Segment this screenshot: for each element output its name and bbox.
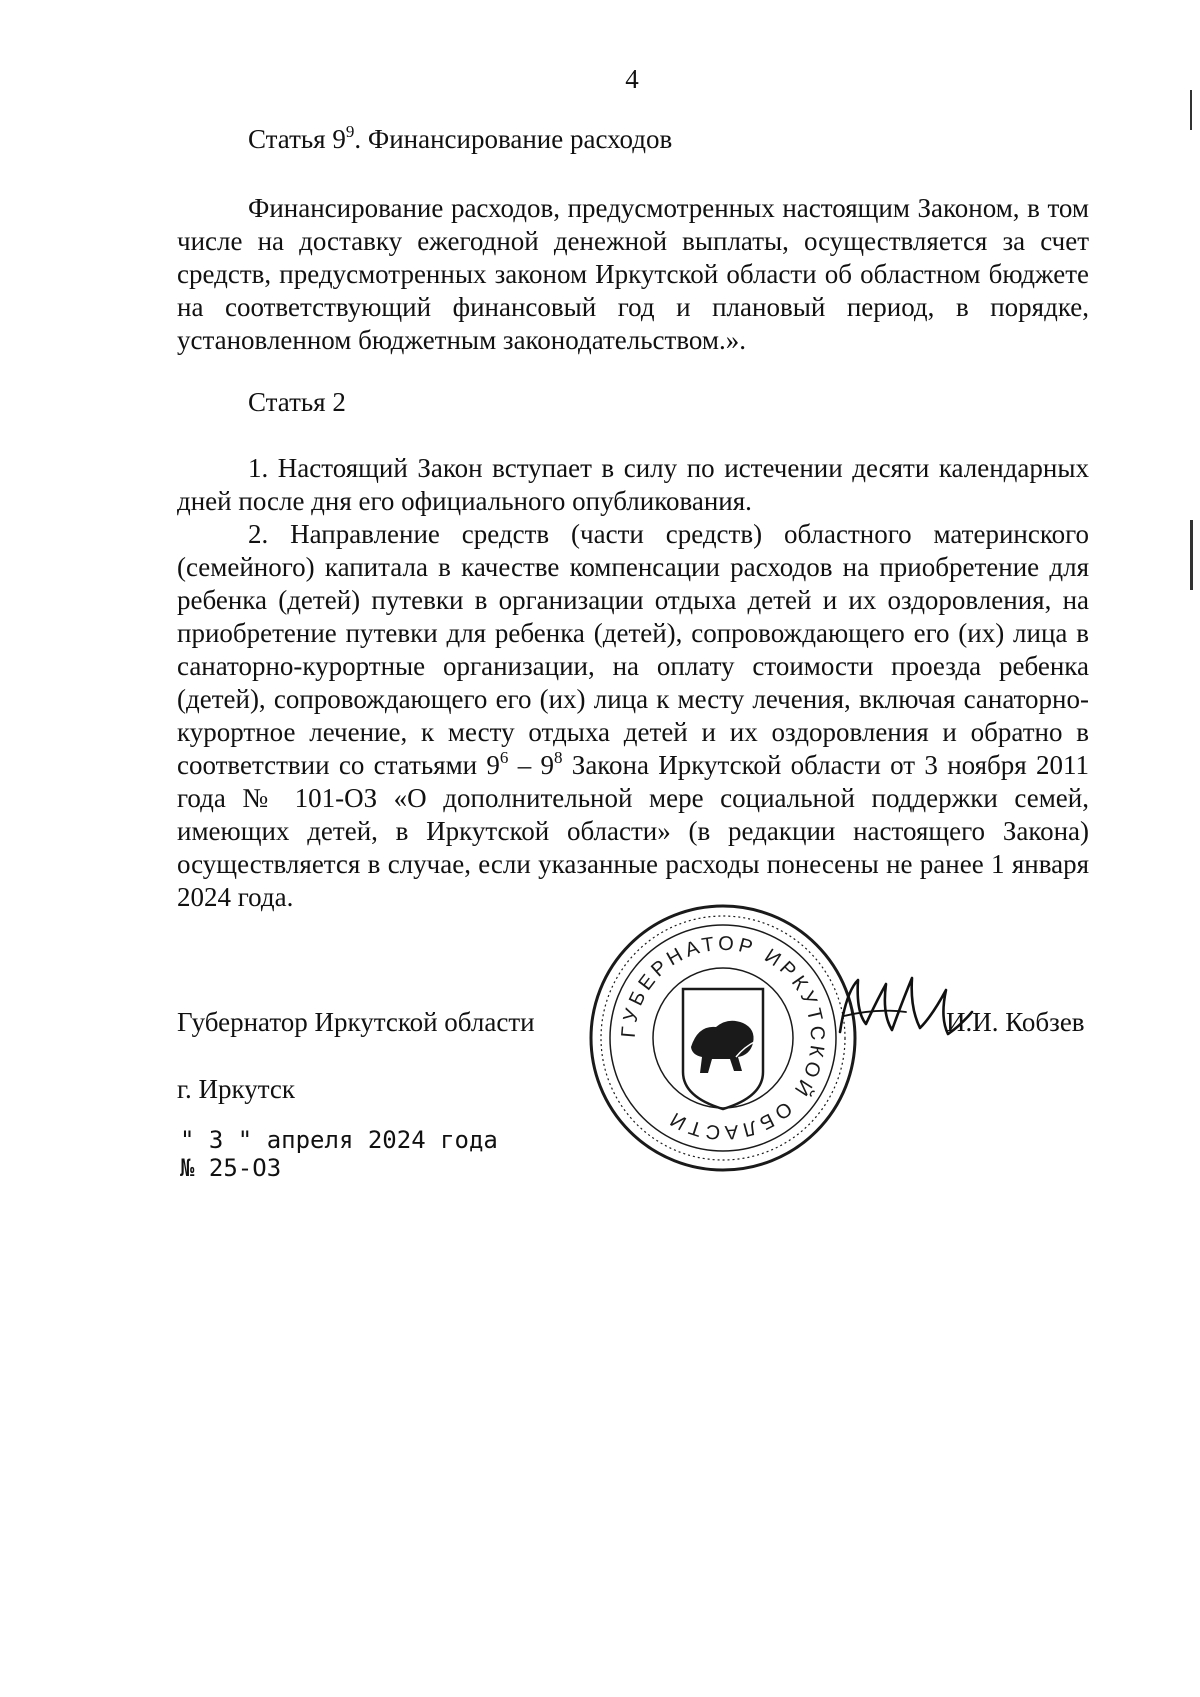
document-date: " 3 " апреля 2024 года: [180, 1126, 498, 1154]
item-2-superscript-2: 8: [554, 748, 563, 767]
official-seal: [588, 897, 858, 1179]
article-2-item-1: 1. Настоящий Закон вступает в силу по истечении десяти календарных дней после дня его официального опубликования.: [177, 453, 1089, 516]
document-number: № 25-ОЗ: [180, 1154, 282, 1182]
article-2-heading: Статья 2: [248, 387, 346, 417]
signer-title: Губернатор Иркутской области: [177, 1007, 535, 1037]
item-2-text-part-1: 2. Направление средств (части средств) областного материнского (семейного) капитала в качестве компенсации расходов на приобретение для ребенка (детей) путевки в организации отдыха детей и их оздоровления, на приобретение путевки для ребенка (детей), сопровождающего его (их) лица в санаторно-курортные организации, на оплату стоимости проезда ребенка (детей), сопровождающего его (их) лица к месту лечения, включая санаторно-курортное лечение, к месту отдыха детей и их оздоровления и обратно в соответствии со статьями 9: [177, 519, 1089, 780]
babr-emblem-icon: [691, 1021, 754, 1073]
heading-superscript: 9: [345, 122, 355, 141]
scan-edge-mark: [1190, 90, 1192, 130]
item-2-text-part-3: Закона Иркутской области от 3 ноября 2011 года № 101-ОЗ «О дополнительной мере социальной поддержки семей, имеющих детей, в Иркутской области» (в редакции настоящего Закона) осуществляется в случае, если указанные расходы понесены не ранее 1 января 2024 года.: [177, 750, 1089, 912]
heading-suffix: . Финансирование расходов: [354, 124, 673, 154]
article-2-item-2: [177, 518, 1089, 914]
financing-paragraph: Финансирование расходов, предусмотренных настоящим Законом, в том числе на доставку ежегодной денежной выплаты, осуществляется за счет средств, предусмотренных законом Иркутской области об областном бюджете на соответствующий финансовый год и плановый период, в порядке, установленном бюджетным законодательством.».: [177, 193, 1089, 355]
item-2-superscript-1: 6: [499, 748, 509, 767]
heading-prefix: Статья 9: [248, 124, 346, 154]
signer-name: И.И. Кобзев: [946, 1007, 1085, 1037]
city: г. Иркутск: [177, 1074, 295, 1104]
article-9-9-heading: [248, 124, 672, 155]
item-2-text-part-2: – 9: [508, 750, 554, 780]
scan-edge-mark: [1190, 520, 1193, 590]
page-number: 4: [625, 64, 639, 94]
seal-text: ГУБЕРНАТОР ИРКУТСКОЙ ОБЛАСТИ: [617, 932, 829, 1144]
